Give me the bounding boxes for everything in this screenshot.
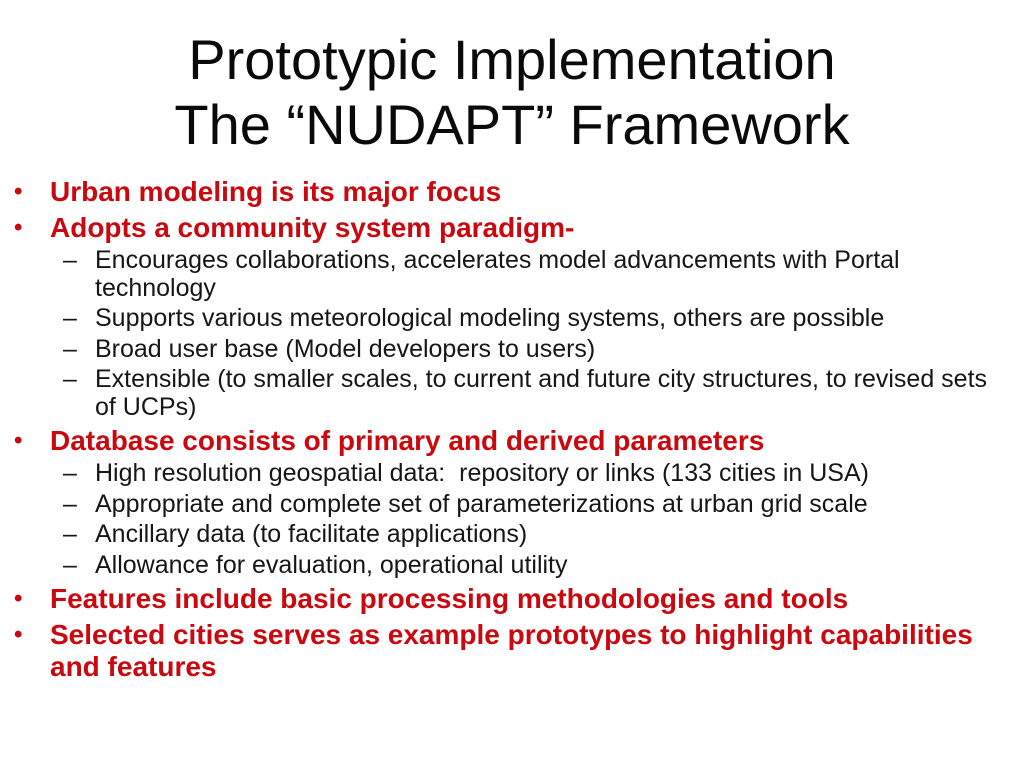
- bullet-text: High resolution geospatial data: repository or links (133 cities in USA): [95, 459, 869, 487]
- bullet-text: Features include basic processing methodologies and tools: [50, 583, 849, 614]
- bullet-item: [0, 491, 1014, 519]
- dash-bullet-icon: –: [63, 489, 77, 518]
- slide-title-line-1: Prototypic Implementation: [188, 28, 836, 91]
- dash-bullet-icon: –: [63, 365, 77, 393]
- bullet-dot-icon: •: [14, 214, 23, 241]
- bullet-item: [0, 460, 1014, 488]
- dash-bullet-icon: –: [63, 520, 77, 548]
- bullet-text: Encourages collaborations, accelerates model advancements with Portal technology: [95, 246, 907, 302]
- bullet-item: [0, 305, 1014, 333]
- bullet-text: Allowance for evaluation, operational utility: [95, 550, 568, 579]
- bullet-item: [0, 336, 1014, 364]
- bullet-item: [0, 247, 1014, 302]
- bullet-list: [0, 176, 1014, 683]
- bullet-item: [0, 212, 1014, 244]
- bullet-text: Adopts a community system paradigm-: [50, 212, 575, 243]
- dash-bullet-icon: –: [63, 304, 77, 332]
- bullet-dot-icon: •: [14, 585, 23, 612]
- bullet-text: Selected cities serves as example prototypes to highlight capabilities and features: [50, 619, 981, 682]
- bullet-text: Broad user base (Model developers to users): [95, 334, 596, 363]
- bullet-item: [0, 176, 1014, 208]
- bullet-item: [0, 366, 1014, 421]
- dash-bullet-icon: –: [63, 550, 77, 579]
- dash-bullet-icon: –: [63, 334, 77, 363]
- bullet-item: [0, 619, 1014, 683]
- bullet-item: [0, 583, 1014, 615]
- slide-title-line-2: The “NUDAPT” Framework: [174, 93, 850, 156]
- bullet-dot-icon: •: [14, 178, 23, 205]
- bullet-item: [0, 521, 1014, 549]
- dash-bullet-icon: –: [63, 246, 77, 274]
- bullet-text: Extensible (to smaller scales, to current and future city structures, to revised sets of UCPs): [95, 365, 994, 421]
- bullet-dot-icon: •: [14, 427, 23, 454]
- bullet-text: Urban modeling is its major focus: [50, 176, 502, 207]
- bullet-text: Ancillary data (to facilitate applications): [95, 520, 528, 548]
- slide-title: [0, 27, 1024, 157]
- bullet-item: [0, 425, 1014, 457]
- bullet-text: Supports various meteorological modeling systems, others are possible: [95, 304, 885, 332]
- bullet-text: Appropriate and complete set of parameterizations at urban grid scale: [95, 489, 868, 518]
- bullet-dot-icon: •: [14, 621, 23, 648]
- bullet-text: Database consists of primary and derived parameters: [50, 425, 765, 456]
- bullet-item: [0, 552, 1014, 580]
- dash-bullet-icon: –: [63, 459, 77, 487]
